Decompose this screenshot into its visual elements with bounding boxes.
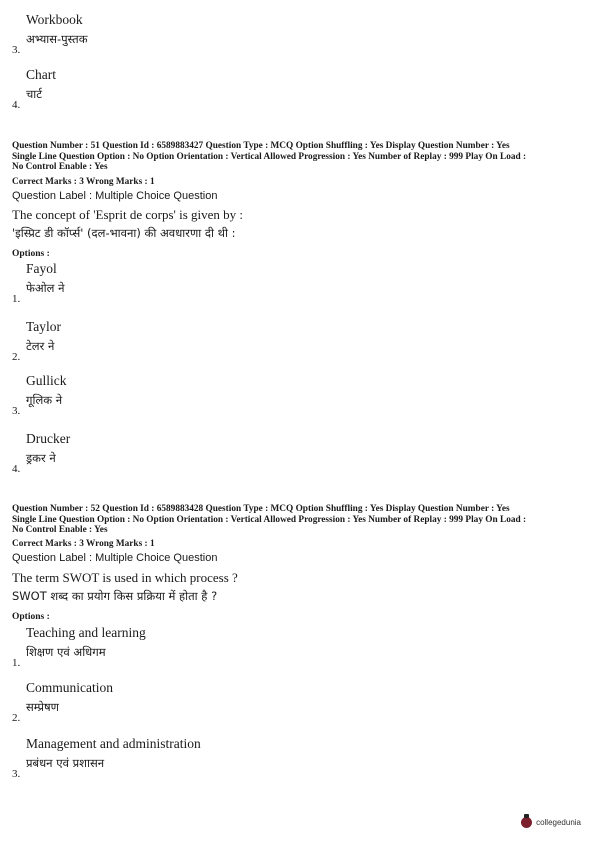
question-51-text-hi: 'इस्प्रिट डी कॉर्प्स' (दल-भावना) की अवधारणा दी थी : bbox=[12, 226, 236, 240]
option-text-hi: सम्प्रेषण bbox=[26, 700, 59, 714]
question-52-meta bbox=[12, 504, 526, 536]
q51-option-3[interactable] bbox=[12, 373, 412, 419]
q51-option-4[interactable] bbox=[12, 431, 412, 477]
option-text-hi: चार्ट bbox=[26, 87, 43, 101]
option-text-hi: टेलर ने bbox=[26, 339, 55, 353]
option-text-hi: गूलिक ने bbox=[26, 393, 63, 407]
option-text-en: Chart bbox=[26, 67, 56, 82]
watermark-text: collegedunia bbox=[536, 818, 581, 827]
option-text-en: Management and administration bbox=[26, 736, 201, 751]
question-52-label: Question Label : Multiple Choice Question bbox=[12, 552, 218, 564]
question-51-options-heading: Options : bbox=[12, 249, 50, 259]
option-text-en: Teaching and learning bbox=[26, 625, 146, 640]
meta-line: No Control Enable : Yes bbox=[12, 525, 108, 535]
option-number: 1. bbox=[12, 657, 21, 669]
question-51-text-en: The concept of 'Esprit de corps' is given by : bbox=[12, 207, 244, 222]
q52-option-1[interactable] bbox=[12, 625, 412, 671]
option-number: 4. bbox=[12, 99, 21, 111]
option-text-hi: ड्रकर ने bbox=[26, 451, 56, 465]
option-text-hi: फेओल ने bbox=[26, 281, 65, 295]
question-51-meta bbox=[12, 141, 526, 173]
option-number: 3. bbox=[12, 44, 21, 56]
meta-line: Question Number : 52 Question Id : 6589883428 Question Type : MCQ Option Shuffling : Yes Display Question Number : Yes bbox=[12, 504, 510, 514]
option-text-en: Gullick bbox=[26, 373, 67, 388]
q52-option-3[interactable] bbox=[12, 736, 412, 782]
collegedunia-watermark bbox=[521, 817, 581, 828]
question-51-marks: Correct Marks : 3 Wrong Marks : 1 bbox=[12, 177, 155, 187]
question-52-text-hi: SWOT शब्द का प्रयोग किस प्रक्रिया में होता है ? bbox=[12, 589, 218, 603]
option-text-en: Communication bbox=[26, 680, 113, 695]
meta-line: No Control Enable : Yes bbox=[12, 162, 108, 172]
meta-line: Single Line Question Option : No Option Orientation : Vertical Allowed Progression : Yes Number of Replay : 999 Play On Load : bbox=[12, 151, 527, 162]
option-number: 2. bbox=[12, 712, 21, 724]
graduation-cap-icon bbox=[521, 817, 532, 828]
option-text-en: Fayol bbox=[26, 261, 57, 276]
option-number: 3. bbox=[12, 768, 21, 780]
q51-option-1[interactable] bbox=[12, 261, 412, 307]
option-text-hi: प्रबंधन एवं प्रशासन bbox=[26, 756, 105, 770]
meta-line: Question Number : 51 Question Id : 6589883427 Question Type : MCQ Option Shuffling : Yes Display Question Number : Yes bbox=[12, 141, 510, 151]
question-52-marks: Correct Marks : 3 Wrong Marks : 1 bbox=[12, 539, 155, 549]
question-51-label: Question Label : Multiple Choice Question bbox=[12, 190, 218, 202]
option-chart[interactable] bbox=[12, 67, 412, 113]
question-52-text-en: The term SWOT is used in which process ? bbox=[12, 570, 238, 585]
meta-line: Single Line Question Option : No Option Orientation : Vertical Allowed Progression : Yes Number of Replay : 999 Play On Load : bbox=[12, 514, 527, 525]
option-number: 3. bbox=[12, 405, 21, 417]
q51-option-2[interactable] bbox=[12, 319, 412, 365]
option-number: 1. bbox=[12, 293, 21, 305]
option-text-en: Workbook bbox=[26, 12, 83, 27]
option-text-hi: अभ्यास-पुस्तक bbox=[26, 32, 88, 46]
option-text-en: Taylor bbox=[26, 319, 62, 334]
q52-option-2[interactable] bbox=[12, 680, 412, 726]
option-number: 4. bbox=[12, 463, 21, 475]
question-52-options-heading: Options : bbox=[12, 612, 50, 622]
option-text-en: Drucker bbox=[26, 431, 71, 446]
option-number: 2. bbox=[12, 351, 21, 363]
option-text-hi: शिक्षण एवं अधिगम bbox=[26, 645, 106, 659]
option-workbook[interactable] bbox=[12, 12, 412, 58]
